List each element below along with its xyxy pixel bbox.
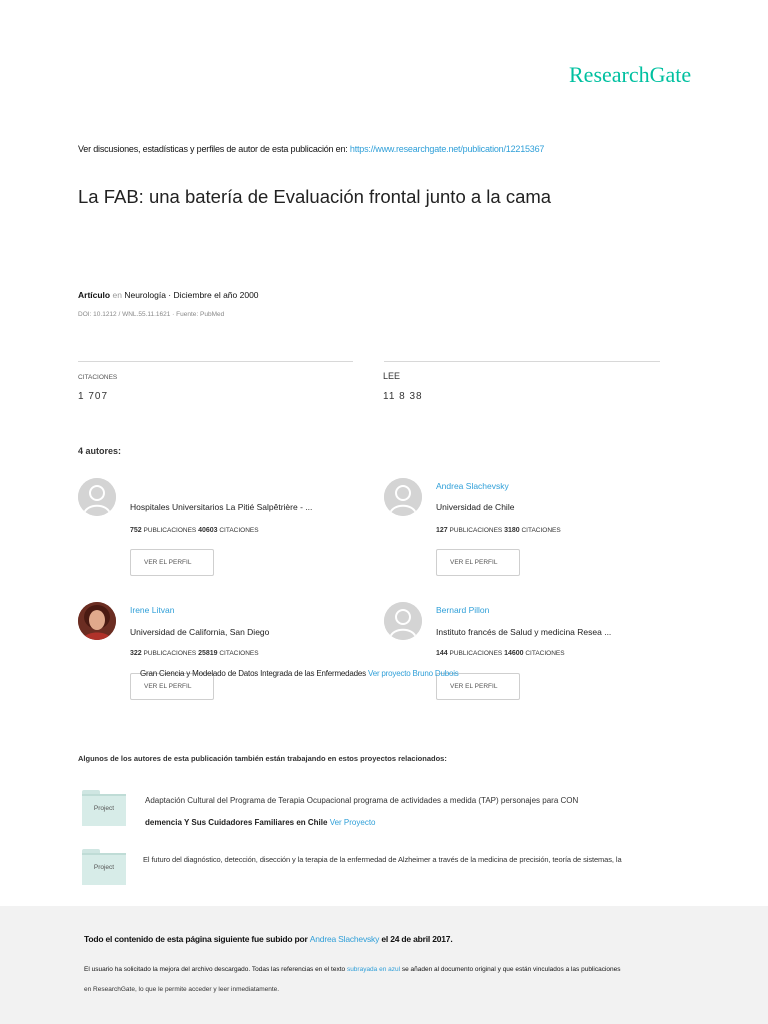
person-icon (384, 478, 422, 516)
underlined-blue-link[interactable]: subrayada en azul (346, 966, 401, 973)
author-stats (130, 650, 259, 657)
overlap-text: Gran Ciencia y Modelado de Datos Integrada de las Enfermedades (140, 669, 366, 678)
enhancement-suffix: se añaden al documento original y que están vinculados a las publicaciones (401, 966, 621, 973)
article-type: Artículo (78, 290, 111, 300)
overlapping-project-line (140, 669, 459, 678)
author-stats (130, 527, 259, 534)
citations-label: CITACIONES (78, 374, 118, 381)
cite-count: 3180 (504, 527, 520, 534)
enhancement-notice-cont: en ResearchGate, lo que le permite acceder y leer inmediatamente. (84, 986, 280, 993)
citations-value: 1 707 (78, 391, 109, 402)
person-icon (78, 478, 116, 516)
discussion-line (78, 144, 544, 154)
enhancement-prefix: El usuario ha solicitado la mejora del archivo descargado. Todas las referencias en el texto (84, 966, 346, 973)
cite-count: 25819 (198, 650, 218, 657)
author-photo-image (78, 602, 116, 640)
pub-count: 144 (436, 650, 448, 657)
author-name[interactable]: Irene Litvan (130, 605, 175, 615)
view-profile-button[interactable]: VER EL PERFIL (130, 549, 214, 576)
author-institution[interactable]: Universidad de Chile (436, 502, 515, 512)
reads-label: LEE (383, 371, 401, 381)
cite-label: CITACIONES (219, 527, 259, 534)
paper-meta (78, 290, 259, 300)
project-folder-label: Project (82, 794, 126, 826)
upload-prefix: Todo el contenido de esta página siguiente fue subido por (84, 934, 308, 944)
view-profile-button[interactable]: VER EL PERFIL (130, 673, 214, 700)
author-avatar-placeholder[interactable] (384, 478, 422, 516)
project-folder-icon (82, 790, 126, 826)
author-avatar-placeholder[interactable] (384, 602, 422, 640)
footer (0, 906, 768, 1024)
project-folder-label: Project (82, 853, 126, 885)
project-1-title-cont: demencia Y Sus Cuidadores Familiares en Chile (145, 818, 328, 827)
pub-label: PUBLICACIONES (449, 527, 503, 534)
reads-value: 11 8 38 (383, 391, 423, 402)
view-profile-button[interactable]: VER EL PERFIL (436, 673, 520, 700)
pub-label: PUBLICACIONES (143, 650, 197, 657)
project-1-line2 (145, 818, 376, 827)
overlap-link[interactable]: Ver proyecto Bruno Dubois (368, 669, 459, 678)
related-projects-heading: Algunos de los autores de esta publicación también están trabajando en estos proyectos relacionados: (78, 754, 447, 763)
authors-heading: 4 autores: (78, 446, 122, 456)
author-avatar-placeholder[interactable] (78, 478, 116, 516)
author-stats (436, 527, 561, 534)
author-institution[interactable]: Universidad de California, San Diego (130, 627, 270, 637)
journal-link[interactable]: Neurología · Diciembre el año 2000 (124, 290, 259, 300)
project-folder-icon (82, 849, 126, 885)
researchgate-logo[interactable]: ResearchGate (569, 62, 692, 87)
cite-count: 40603 (198, 527, 218, 534)
cite-label: CITACIONES (525, 650, 565, 657)
author-institution[interactable]: Hospitales Universitarios La Pitié Salpêtrière - ... (130, 502, 313, 512)
publication-link[interactable]: https://www.researchgate.net/publication/12215367 (349, 144, 545, 154)
cite-count: 14600 (504, 650, 524, 657)
author-photo[interactable] (78, 602, 116, 640)
divider (384, 361, 660, 362)
upload-suffix: el 24 de abril 2017. (381, 934, 453, 944)
project-1-title: Adaptación Cultural del Programa de Terapia Ocupacional programa de actividades a medida (TAP) personajes para CON (145, 796, 579, 805)
view-profile-button[interactable]: VER EL PERFIL (436, 549, 520, 576)
paper-title: La FAB: una batería de Evaluación frontal junto a la cama (78, 186, 552, 207)
in-word: en (112, 290, 122, 300)
pub-label: PUBLICACIONES (143, 527, 197, 534)
pub-label: PUBLICACIONES (449, 650, 503, 657)
author-institution[interactable]: Instituto francés de Salud y medicina Resea ... (436, 627, 612, 637)
person-icon (384, 602, 422, 640)
enhancement-notice (84, 966, 621, 973)
discussion-prefix: Ver discusiones, estadísticas y perfiles de autor de esta publicación en: (78, 144, 348, 154)
pub-count: 127 (436, 527, 448, 534)
author-name[interactable]: Andrea Slachevsky (436, 481, 509, 491)
pub-count: 752 (130, 527, 142, 534)
cite-label: CITACIONES (521, 527, 561, 534)
divider (78, 361, 353, 362)
doi-line: DOI: 10.1212 / WNL.55.11.1621 · Fuente: PubMed (78, 311, 225, 318)
cite-label: CITACIONES (219, 650, 259, 657)
author-name[interactable]: Bernard Pillon (436, 605, 490, 615)
project-1-link[interactable]: Ver Proyecto (329, 818, 376, 827)
pub-count: 322 (130, 650, 142, 657)
uploader-link[interactable]: Andrea Slachevsky (309, 934, 380, 944)
author-stats (436, 650, 565, 657)
project-2-title: El futuro del diagnóstico, detección, disección y la terapia de la enfermedad de Alzheimer a través de la medicina de precisión, teoría de sistemas, la (143, 855, 622, 864)
upload-notice (84, 934, 452, 944)
